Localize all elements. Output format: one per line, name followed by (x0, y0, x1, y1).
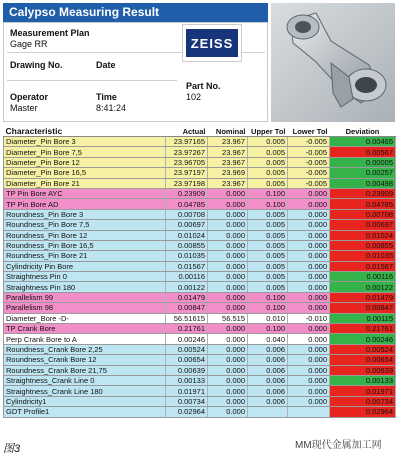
cell-deviation: 0.02964 (330, 407, 396, 417)
table-row (4, 137, 396, 147)
cell-characteristic: TP Pin Bore AYC (4, 188, 166, 198)
cell-actual: 0.01024 (166, 230, 208, 240)
cell-actual: 0.00855 (166, 240, 208, 250)
cell-actual: 0.01567 (166, 261, 208, 271)
table-row (4, 178, 396, 188)
cell-lower-tol: 0.000 (288, 386, 330, 396)
cell-characteristic: Parallelism 99 (4, 292, 166, 302)
cell-deviation: 0.00005 (330, 157, 396, 167)
cell-deviation: 0.00847 (330, 303, 396, 313)
cell-nominal: 0.000 (208, 220, 248, 230)
cell-upper-tol: 0.100 (248, 303, 288, 313)
cell-upper-tol: 0.005 (248, 157, 288, 167)
cell-nominal: 0.000 (208, 272, 248, 282)
cell-nominal: 0.000 (208, 365, 248, 375)
cell-lower-tol: 0.000 (288, 261, 330, 271)
cell-nominal: 23.969 (208, 168, 248, 178)
cell-deviation: 0.01479 (330, 292, 396, 302)
cell-nominal: 0.000 (208, 344, 248, 354)
table-row (4, 324, 396, 334)
cell-actual: 0.21761 (166, 324, 208, 334)
cell-characteristic: Straightness_Crank Line 180 (4, 386, 166, 396)
cell-nominal: 0.000 (208, 292, 248, 302)
cell-deviation: 0.00524 (330, 344, 396, 354)
cell-characteristic: Diameter_Pin Bore 7,5 (4, 147, 166, 157)
cell-lower-tol: 0.000 (288, 334, 330, 344)
cell-upper-tol: 0.100 (248, 292, 288, 302)
cell-lower-tol: -0.010 (288, 313, 330, 323)
measurement-plan-label: Measurement Plan (10, 28, 90, 38)
cell-upper-tol: 0.005 (248, 261, 288, 271)
cell-deviation: 0.01035 (330, 251, 396, 261)
cell-deviation: 0.00465 (330, 137, 396, 147)
table-row (4, 355, 396, 365)
cell-actual: 0.00654 (166, 355, 208, 365)
cell-lower-tol: 0.000 (288, 282, 330, 292)
cell-characteristic: TP Crank Bore (4, 324, 166, 334)
cell-upper-tol: 0.005 (248, 209, 288, 219)
results-table (3, 126, 396, 418)
cell-actual: 0.00133 (166, 375, 208, 385)
cell-lower-tol: 0.000 (288, 396, 330, 406)
col-header-upper-tol: Upper Tol (248, 126, 288, 137)
cell-nominal: 0.000 (208, 282, 248, 292)
table-row (4, 240, 396, 250)
cell-actual: 0.00847 (166, 303, 208, 313)
cell-actual: 0.00639 (166, 365, 208, 375)
table-row (4, 407, 396, 417)
cell-characteristic: Cylindricity Pin Bore (4, 261, 166, 271)
cell-nominal: 0.000 (208, 230, 248, 240)
cell-actual: 0.01971 (166, 386, 208, 396)
cell-deviation: 0.00654 (330, 355, 396, 365)
table-row (4, 396, 396, 406)
table-row (4, 313, 396, 323)
cell-nominal: 0.000 (208, 303, 248, 313)
cell-nominal: 56.515 (208, 313, 248, 323)
watermark: MM现代金属加工网 (295, 440, 382, 451)
cell-upper-tol: 0.005 (248, 230, 288, 240)
table-row (4, 261, 396, 271)
cell-upper-tol: 0.100 (248, 199, 288, 209)
cell-upper-tol: 0.006 (248, 365, 288, 375)
cell-nominal: 0.000 (208, 396, 248, 406)
cell-nominal: 0.000 (208, 324, 248, 334)
cell-lower-tol: 0.000 (288, 272, 330, 282)
cell-characteristic: Roundness_Pin Bore 3 (4, 209, 166, 219)
cell-nominal: 0.000 (208, 334, 248, 344)
cell-deviation: 0.00697 (330, 220, 396, 230)
cell-deviation: 0.00257 (330, 168, 396, 178)
divider (7, 80, 177, 81)
cell-characteristic: Roundness_Pin Bore 21 (4, 251, 166, 261)
cell-lower-tol: 0.000 (288, 251, 330, 261)
cell-characteristic: Parallelism 98 (4, 303, 166, 313)
cell-lower-tol: 0.000 (288, 188, 330, 198)
table-row (4, 147, 396, 157)
table-row (4, 334, 396, 344)
time-value: 8:41:24 (96, 103, 127, 113)
cell-lower-tol: 0.000 (288, 365, 330, 375)
cell-upper-tol (248, 407, 288, 417)
cell-actual: 0.00524 (166, 344, 208, 354)
table-header-row (4, 126, 396, 137)
cell-lower-tol: 0.000 (288, 292, 330, 302)
cell-actual: 56.51615 (166, 313, 208, 323)
cell-characteristic: Roundness_Crank Bore 21,75 (4, 365, 166, 375)
table-row (4, 230, 396, 240)
cell-upper-tol: 0.006 (248, 396, 288, 406)
cell-characteristic: Straightness_Crank Line 0 (4, 375, 166, 385)
cell-characteristic: Roundness_Crank Bore 2,25 (4, 344, 166, 354)
cell-lower-tol: 0.000 (288, 324, 330, 334)
cell-lower-tol: -0.005 (288, 168, 330, 178)
date-label: Date (96, 60, 116, 70)
cell-nominal: 23.967 (208, 157, 248, 167)
cell-actual: 0.00122 (166, 282, 208, 292)
results-table-container (3, 126, 395, 418)
cell-upper-tol: 0.100 (248, 324, 288, 334)
cell-characteristic: GDT Profile1 (4, 407, 166, 417)
cell-lower-tol: -0.005 (288, 157, 330, 167)
cell-lower-tol: 0.000 (288, 209, 330, 219)
cell-characteristic: Straightness Pin 0 (4, 272, 166, 282)
cell-characteristic: Diameter_Pin Bore 3 (4, 137, 166, 147)
cell-lower-tol: 0.000 (288, 375, 330, 385)
cell-deviation: 0.04785 (330, 199, 396, 209)
part-3d-image (271, 3, 395, 122)
table-row (4, 157, 396, 167)
cell-characteristic: Roundness_Pin Bore 12 (4, 230, 166, 240)
cell-upper-tol: 0.005 (248, 137, 288, 147)
cell-characteristic: Diameter_Bore -D- (4, 313, 166, 323)
table-row (4, 365, 396, 375)
cell-actual: 23.96705 (166, 157, 208, 167)
cell-deviation: 0.01971 (330, 386, 396, 396)
cell-nominal: 0.000 (208, 355, 248, 365)
cell-upper-tol: 0.005 (248, 272, 288, 282)
drawing-no-label: Drawing No. (10, 60, 63, 70)
cell-nominal: 0.000 (208, 407, 248, 417)
cell-lower-tol: 0.000 (288, 199, 330, 209)
table-row (4, 251, 396, 261)
col-header-lower-tol: Lower Tol (288, 126, 330, 137)
cell-actual: 23.97198 (166, 178, 208, 188)
cell-lower-tol: 0.000 (288, 240, 330, 250)
cell-upper-tol: 0.006 (248, 386, 288, 396)
cell-upper-tol: 0.006 (248, 344, 288, 354)
cell-deviation: 0.00639 (330, 365, 396, 375)
cell-characteristic: Roundness_Crank Bore 12 (4, 355, 166, 365)
cell-deviation: 0.00133 (330, 375, 396, 385)
table-row (4, 292, 396, 302)
operator-value: Master (10, 103, 38, 113)
cell-lower-tol: -0.005 (288, 137, 330, 147)
table-row (4, 282, 396, 292)
cell-upper-tol: 0.005 (248, 251, 288, 261)
cell-upper-tol: 0.005 (248, 168, 288, 178)
cell-nominal: 0.000 (208, 261, 248, 271)
table-row (4, 188, 396, 198)
cell-actual: 0.00697 (166, 220, 208, 230)
cell-actual: 0.01035 (166, 251, 208, 261)
report-title: Calypso Measuring Result (9, 5, 160, 19)
cell-deviation: 0.00567 (330, 147, 396, 157)
cell-characteristic: Diameter_Pin Bore 12 (4, 157, 166, 167)
cell-characteristic: TP Pin Bore AD (4, 199, 166, 209)
col-header-characteristic: Characteristic (4, 126, 166, 137)
cell-upper-tol: 0.006 (248, 375, 288, 385)
cell-nominal: 0.000 (208, 209, 248, 219)
cell-nominal: 23.967 (208, 178, 248, 188)
cell-deviation: 0.00115 (330, 313, 396, 323)
cell-actual: 0.00246 (166, 334, 208, 344)
table-row (4, 303, 396, 313)
cell-lower-tol (288, 407, 330, 417)
cell-lower-tol: -0.005 (288, 147, 330, 157)
table-row (4, 209, 396, 219)
cell-characteristic: Diameter_Pin Bore 21 (4, 178, 166, 188)
cell-upper-tol: 0.005 (248, 282, 288, 292)
cell-upper-tol: 0.005 (248, 178, 288, 188)
table-row (4, 199, 396, 209)
cell-lower-tol: -0.005 (288, 178, 330, 188)
part-no-value: 102 (186, 92, 202, 102)
cell-lower-tol: 0.000 (288, 230, 330, 240)
figure-caption: 图3 (3, 443, 21, 455)
cell-actual: 0.04785 (166, 199, 208, 209)
cell-upper-tol: 0.005 (248, 240, 288, 250)
table-row (4, 375, 396, 385)
cell-nominal: 0.000 (208, 386, 248, 396)
cell-upper-tol: 0.040 (248, 334, 288, 344)
cell-lower-tol: 0.000 (288, 303, 330, 313)
cell-upper-tol: 0.100 (248, 188, 288, 198)
cell-lower-tol: 0.000 (288, 344, 330, 354)
cell-nominal: 23.967 (208, 137, 248, 147)
table-row (4, 386, 396, 396)
cell-characteristic: Roundness_Pin Bore 16,5 (4, 240, 166, 250)
cell-lower-tol: 0.000 (288, 220, 330, 230)
cell-deviation: 0.00498 (330, 178, 396, 188)
cell-actual: 0.02964 (166, 407, 208, 417)
cell-nominal: 0.000 (208, 251, 248, 261)
measurement-plan-value: Gage RR (10, 39, 48, 49)
col-header-nominal: Nominal (208, 126, 248, 137)
cell-nominal: 0.000 (208, 240, 248, 250)
col-header-deviation: Deviation (330, 126, 396, 137)
cell-actual: 0.23909 (166, 188, 208, 198)
cell-upper-tol: 0.006 (248, 355, 288, 365)
cell-nominal: 0.000 (208, 375, 248, 385)
report-title-bar (3, 3, 268, 22)
cell-characteristic: Roundness_Pin Bore 7,5 (4, 220, 166, 230)
cell-deviation: 0.00855 (330, 240, 396, 250)
cell-nominal: 0.000 (208, 199, 248, 209)
cell-actual: 0.01479 (166, 292, 208, 302)
cell-deviation: 0.00246 (330, 334, 396, 344)
cell-nominal: 0.000 (208, 188, 248, 198)
cell-deviation: 0.00116 (330, 272, 396, 282)
cell-nominal: 23.967 (208, 147, 248, 157)
report-header (3, 3, 395, 122)
cell-characteristic: Cylindricity1 (4, 396, 166, 406)
cell-characteristic: Straightness Pin 180 (4, 282, 166, 292)
cell-actual: 0.00116 (166, 272, 208, 282)
cell-deviation: 0.01024 (330, 230, 396, 240)
cell-deviation: 0.00708 (330, 209, 396, 219)
col-header-actual: Actual (166, 126, 208, 137)
table-body (4, 137, 396, 418)
zeiss-logo (182, 24, 242, 62)
cell-lower-tol: 0.000 (288, 355, 330, 365)
table-row (4, 220, 396, 230)
cell-deviation: 0.00734 (330, 396, 396, 406)
time-label: Time (96, 92, 117, 102)
cell-actual: 0.00708 (166, 209, 208, 219)
cell-deviation: 0.21761 (330, 324, 396, 334)
table-row (4, 168, 396, 178)
table-row (4, 344, 396, 354)
cell-actual: 23.97267 (166, 147, 208, 157)
logo-text: ZEISS (190, 35, 234, 51)
cell-deviation: 0.23909 (330, 188, 396, 198)
cell-upper-tol: 0.005 (248, 147, 288, 157)
cell-upper-tol: 0.010 (248, 313, 288, 323)
cell-characteristic: Perp Crank Bore to A (4, 334, 166, 344)
cell-actual: 23.97165 (166, 137, 208, 147)
cell-actual: 23.97197 (166, 168, 208, 178)
cell-characteristic: Diameter_Pin Bore 16,5 (4, 168, 166, 178)
operator-label: Operator (10, 92, 49, 102)
table-row (4, 272, 396, 282)
cell-deviation: 0.01567 (330, 261, 396, 271)
part-no-label: Part No. (186, 81, 221, 91)
cell-actual: 0.00734 (166, 396, 208, 406)
cell-upper-tol: 0.005 (248, 220, 288, 230)
cell-deviation: 0.00122 (330, 282, 396, 292)
